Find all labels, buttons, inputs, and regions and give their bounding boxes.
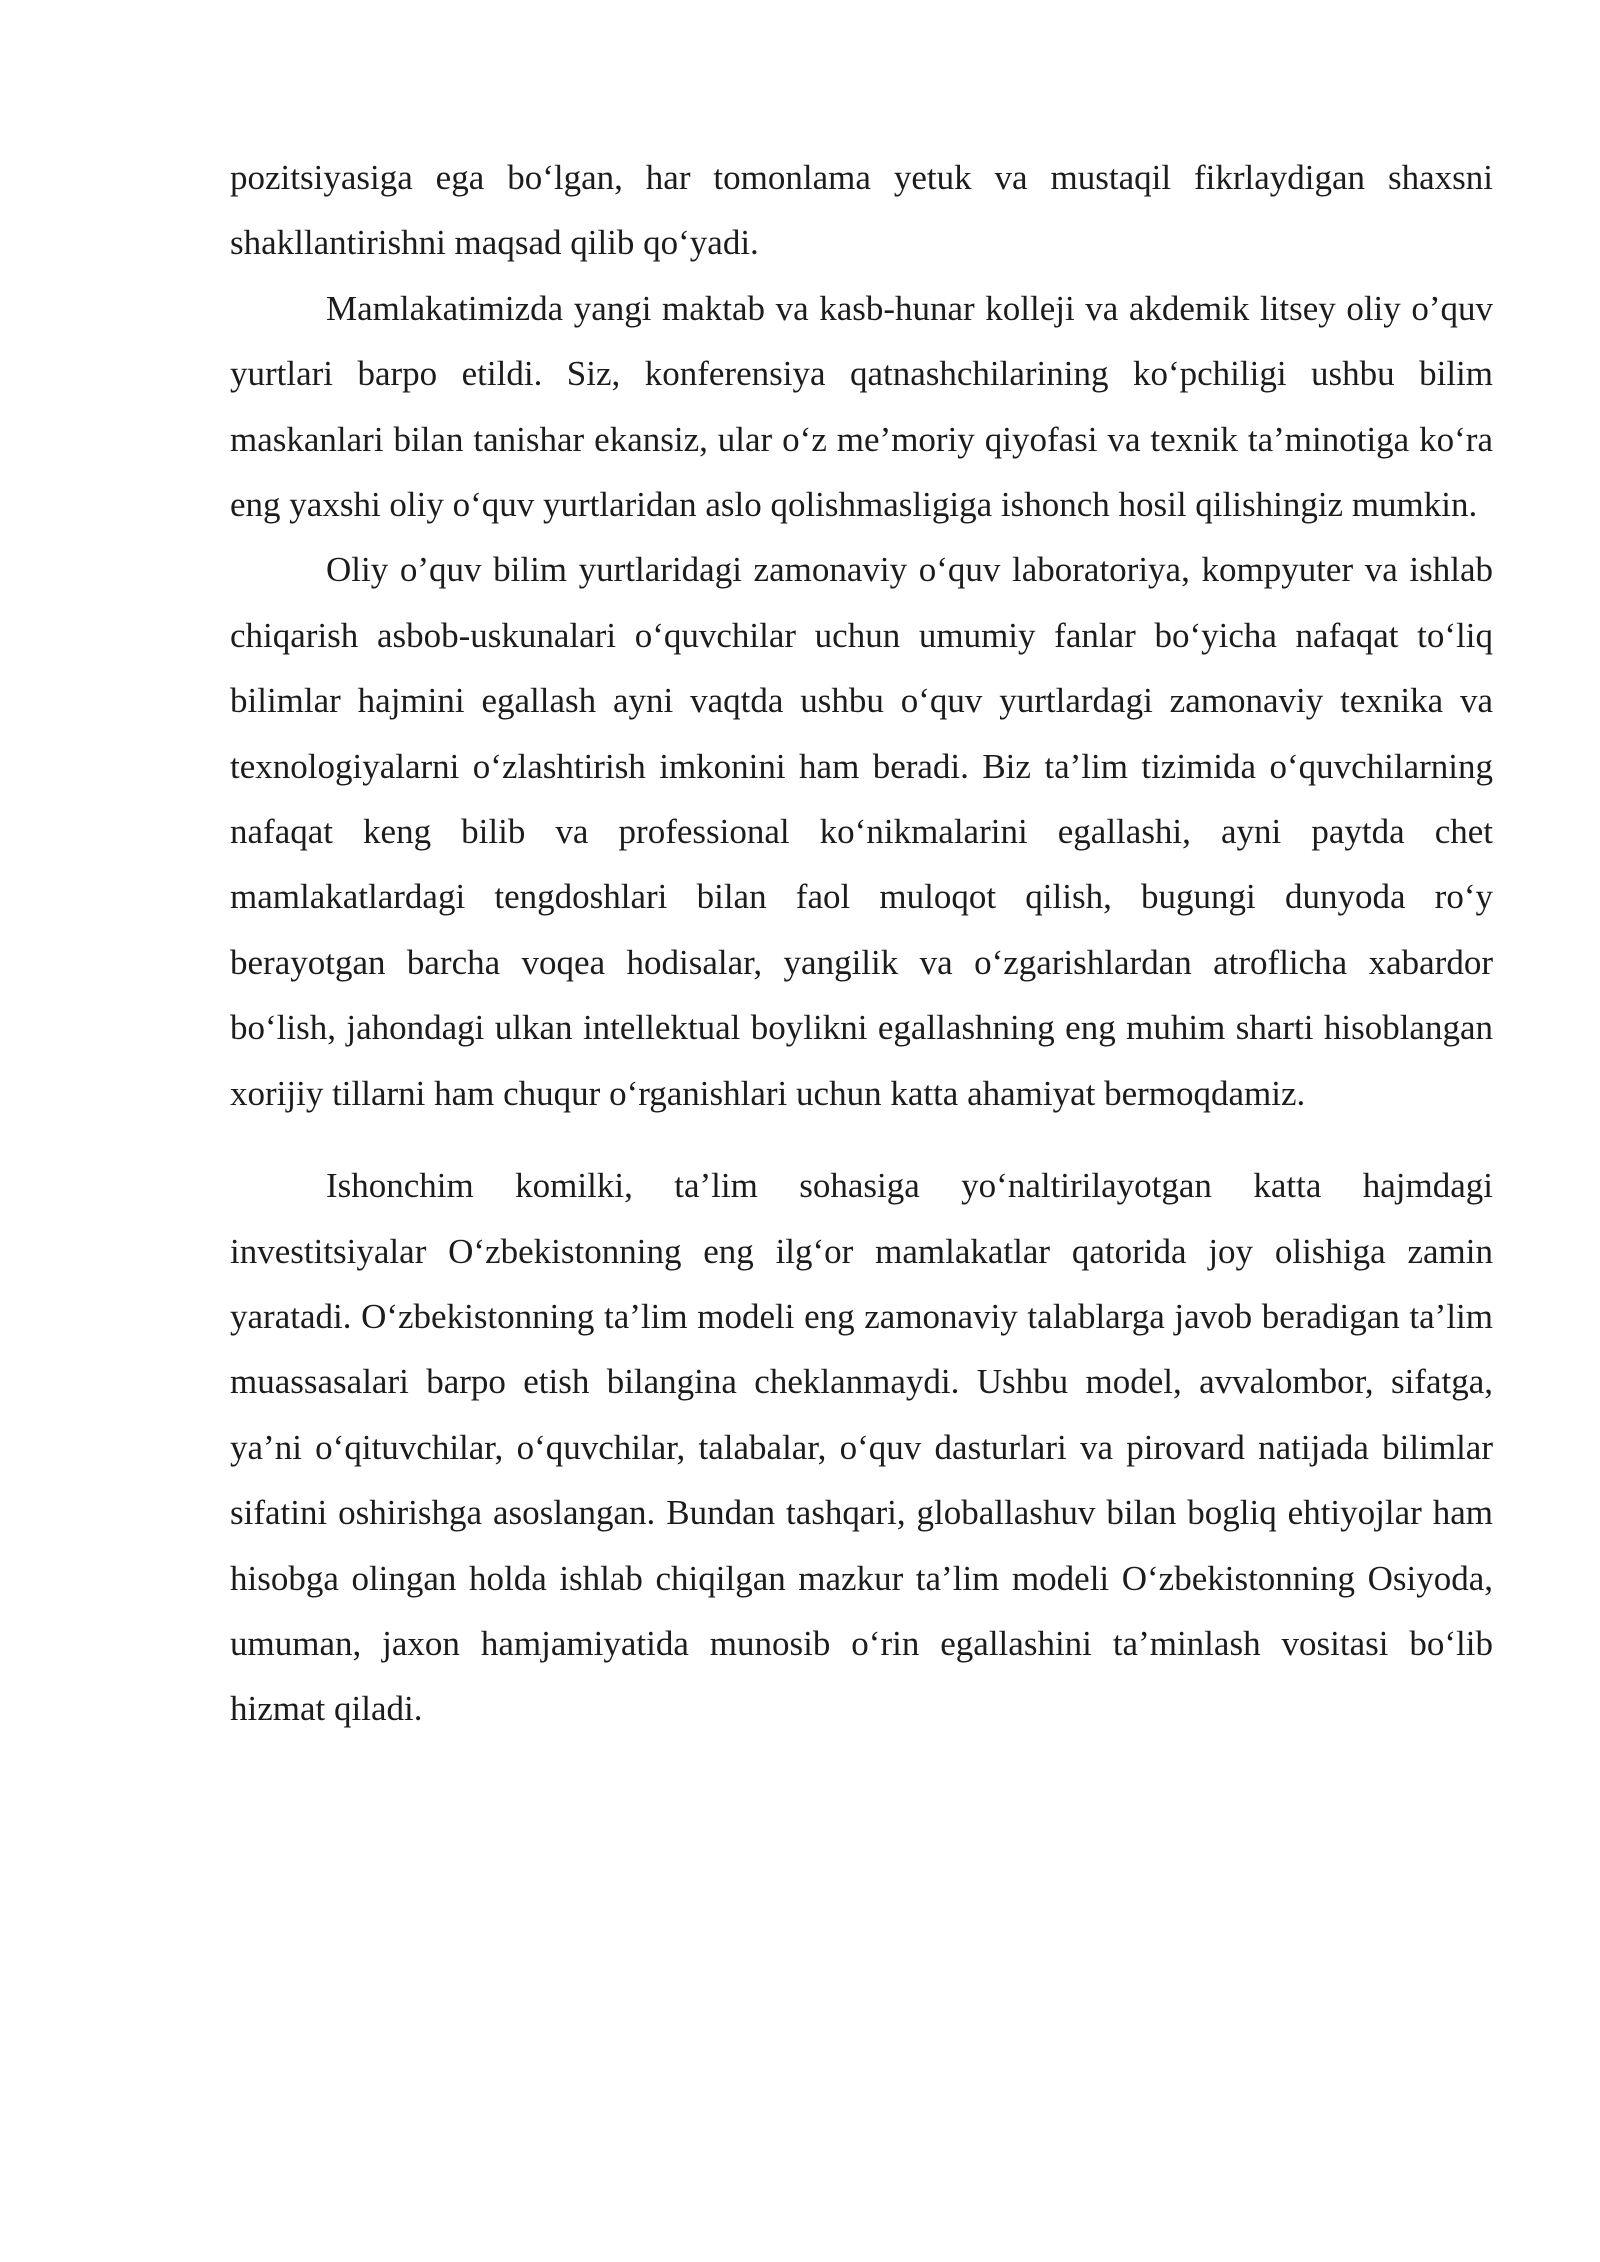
paragraph-laboratories: Oliy o’quv bilim yurtlaridagi zamonaviy o‘quv laboratoriya, kompyuter va ishlab chiqarish asbob-uskunalari o‘quvchilar uchun umumiy fanlar bo‘yicha nafaqat to‘liq bilimlar hajmini egallash ayni vaqtda ushbu o‘quv yurtlardagi zamonaviy texnika va texnologiyalarni o‘zlashtirish imkonini ham beradi. Biz ta’lim tizimida o‘quvchilarning nafaqat keng bilib va professional ko‘nikmalarini egallashi, ayni paytda chet mamlakatlardagi tengdoshlari bilan faol muloqot qilish, bugungi dunyoda ro‘y berayotgan barcha voqea hodisalar, yangilik va o‘zgarishlardan atroflicha xabardor bo‘lish, jahondagi ulkan intellektual boylikni egallashning eng muhim sharti hisoblangan xorijiy tillarni ham chuqur o‘rganishlari uchun katta ahamiyat bermoqdamiz. <box>230 550 1493 1113</box>
paragraph-continuation: pozitsiyasiga ega bo‘lgan, har tomonlama yetuk va mustaqil fikrlaydigan shaxsni shakllantirishni maqsad qilib qo‘yadi. <box>230 158 1493 263</box>
paragraph-new-schools: Mamlakatimizda yangi maktab va kasb-hunar kolleji va akdemik litsey oliy o’quv yurtlari barpo etildi. Siz, konferensiya qatnashchilarining ko‘pchiligi ushbu bilim maskanlari bilan tanishar ekansiz, ular o‘z me’moriy qiyofasi va texnik ta’minotiga ko‘ra eng yaxshi oliy o‘quv yurtlaridan aslo qolishmasligiga ishonch hosil qilishingiz mumkin. <box>230 288 1493 525</box>
paragraph-investments: Ishonchim komilki, ta’lim sohasiga yo‘naltirilayotgan katta hajmdagi investitsiyalar O‘zbekistonning eng ilg‘or mamlakatlar qatorida joy olishiga zamin yaratadi. O‘zbekistonning ta’lim modeli eng zamonaviy talablarga javob beradigan ta’lim muassasalari barpo etish bilangina cheklanmaydi. Ushbu model, avvalombor, sifatga, ya’ni o‘qituvchilar, o‘quvchilar, talabalar, o‘quv dasturlari va pirovard natijada bilimlar sifatini oshirishga asoslangan. Bundan tashqari, globallashuv bilan bogliq ehtiyojlar ham hisobga olingan holda ishlab chiqilgan mazkur ta’lim modeli O‘zbekistonning Osiyoda, umuman, jaxon hamjamiyatida munosib o‘rin egallashini ta’minlash vositasi bo‘lib hizmat qiladi. <box>230 1166 1493 1729</box>
document-body <box>230 145 1493 1742</box>
